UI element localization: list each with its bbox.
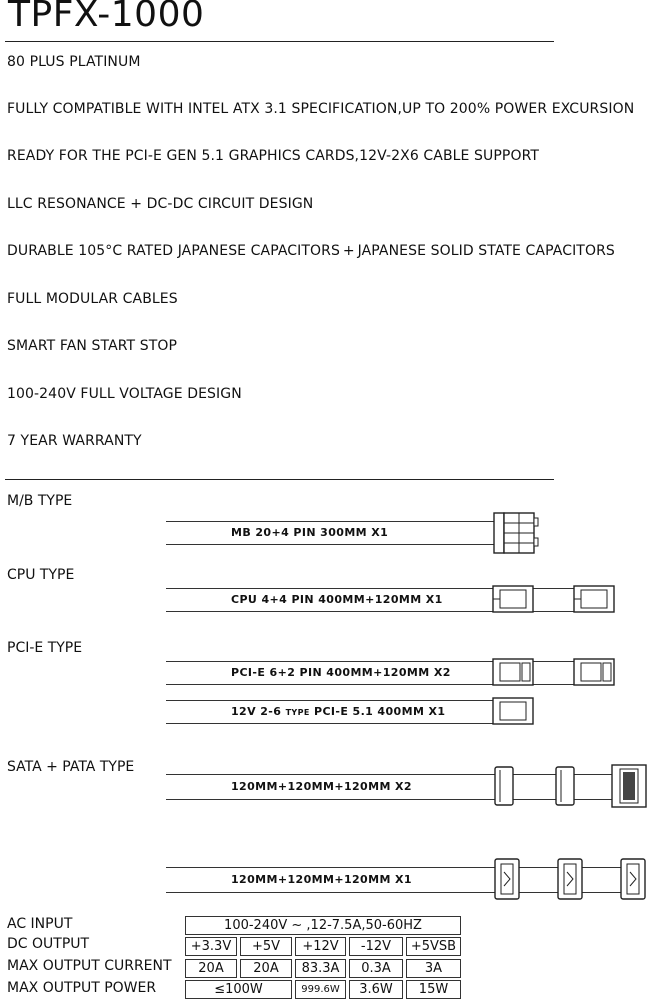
- max-current-cell: 0.3A: [349, 959, 403, 978]
- feature-item: LLC RESONANCE + DC-DC CIRCUIT DESIGN: [7, 196, 314, 212]
- pcie-cable-label: PCI-E 6+2 PIN 400MM+120MM X2: [231, 666, 451, 679]
- max-power-label: MAX OUTPUT POWER: [7, 980, 157, 996]
- ac-input-label: AC INPUT: [7, 916, 73, 932]
- max-power-cell: 15W: [406, 980, 461, 999]
- max-current-cell: 20A: [185, 959, 237, 978]
- max-current-cell: 3A: [406, 959, 461, 978]
- pcie-connector-icon: [491, 657, 535, 687]
- feature-item: SMART FAN START STOP: [7, 338, 178, 354]
- max-power-cell: 3.6W: [349, 980, 403, 999]
- product-title: TPFX-1000: [8, 0, 205, 35]
- cpu-connector-icon: [491, 584, 535, 614]
- dc-output-cell: +3.3V: [185, 937, 237, 956]
- cpu-cable-label: CPU 4+4 PIN 400MM+120MM X1: [231, 593, 443, 606]
- dc-output-cell: +12V: [295, 937, 346, 956]
- sata-cable-label: 120MM+120MM+120MM X2: [231, 780, 412, 793]
- cpu-type-heading: CPU TYPE: [7, 567, 75, 583]
- mb-type-heading: M/B TYPE: [7, 493, 73, 509]
- sata-connector-icon: [553, 766, 577, 806]
- feature-item: FULLY COMPATIBLE WITH INTEL ATX 3.1 SPECIFICATION,UP TO 200% POWER EXCURSION: [7, 101, 635, 117]
- ac-input-value: 100-240V ~ ,12-7.5A,50-60HZ: [185, 916, 461, 935]
- dc-output-cell: -12V: [349, 937, 403, 956]
- feature-item: DURABLE 105°C RATED JAPANESE CAPACITORS + JAPANESE SOLID STATE CAPACITORS: [7, 243, 615, 259]
- cpu-connector-icon: [572, 584, 616, 614]
- feature-item: 100-240V FULL VOLTAGE DESIGN: [7, 386, 242, 402]
- pcie-type-heading: PCI-E TYPE: [7, 640, 83, 656]
- sata-connector-icon: [555, 858, 585, 900]
- feature-item: 7 YEAR WARRANTY: [7, 433, 142, 449]
- dc-output-cell: +5VSB: [406, 937, 461, 956]
- mb-cable-label: MB 20+4 PIN 300MM X1: [231, 526, 389, 539]
- features-divider: [5, 479, 554, 480]
- dc-output-cell: +5V: [240, 937, 292, 956]
- feature-item: READY FOR THE PCI-E GEN 5.1 GRAPHICS CARDS,12V-2X6 CABLE SUPPORT: [7, 148, 540, 164]
- max-current-cell: 20A: [240, 959, 292, 978]
- pcie-connector-icon: [572, 657, 616, 687]
- dc-output-label: DC OUTPUT: [7, 936, 90, 952]
- sata-type-heading: SATA + PATA TYPE: [7, 759, 135, 775]
- sata-cable-label: 120MM+120MM+120MM X1: [231, 873, 412, 886]
- feature-item: 80 PLUS PLATINUM: [7, 54, 141, 70]
- pata-connector-icon: [610, 764, 648, 808]
- sata-connector-icon: [492, 766, 516, 806]
- title-divider: [5, 41, 554, 42]
- max-current-label: MAX OUTPUT CURRENT: [7, 958, 172, 974]
- feature-item: FULL MODULAR CABLES: [7, 291, 178, 307]
- max-current-cell: 83.3A: [295, 959, 346, 978]
- 12v-2x6-connector-icon: [491, 696, 535, 726]
- max-power-cell: ≤100W: [185, 980, 292, 999]
- pcie-12v-cable-label: 12V 2-6 TYPE PCI-E 5.1 400MM X1: [231, 705, 446, 718]
- max-power-cell: 999.6W: [295, 980, 346, 999]
- sata-connector-icon: [492, 858, 522, 900]
- mb-24pin-connector-icon: [492, 512, 540, 554]
- sata-connector-icon: [618, 858, 648, 900]
